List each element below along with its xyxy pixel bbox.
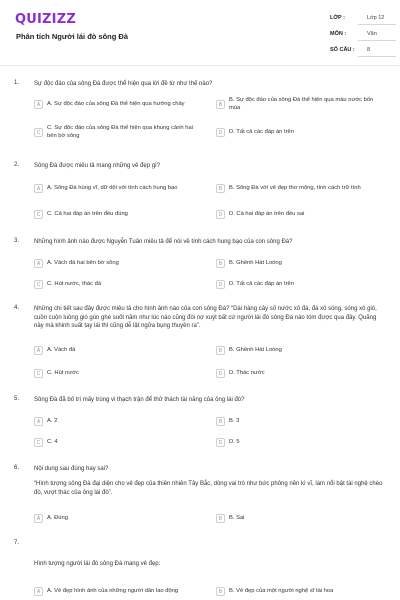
option-text: C. Cả hai đáp án trên đều đúng [47, 210, 128, 217]
option-b[interactable] [216, 96, 386, 113]
count-label: SỐ CÂU : [330, 47, 355, 53]
question-text: Những hình ảnh nào được Nguyễn Tuân miêu tả để nói về tính cách hung bạo của con sông Đà? [34, 239, 293, 245]
option-b[interactable] [216, 510, 386, 527]
option-text: C. Sự độc đáo của sông Đà thể hiện qua khung cảnh hai bên bờ sông [47, 125, 194, 139]
option-badge: D [216, 128, 225, 137]
option-text: A. 2 [47, 417, 58, 424]
option-a[interactable] [34, 180, 204, 197]
count-underline [358, 56, 396, 57]
question-text: Hình tượng người lái đò sông Đà mang vẻ đẹp: [34, 561, 161, 567]
option-d[interactable] [216, 276, 386, 293]
question-statement: “Hình tượng sông Đà đại diện cho vẻ đẹp của thiên nhiên Tây Bắc, dòng vai trò như bức phông nền kì vĩ, làm nổi bật tài nghệ chèo đò, vượt thác của ông lái đò”. [34, 481, 383, 496]
option-text: A. Sự độc đáo của sông Đà thể hiện qua hướng chảy [47, 100, 185, 107]
option-a[interactable] [34, 413, 204, 430]
option-a[interactable] [34, 583, 204, 600]
option-badge: A [34, 259, 43, 268]
option-a[interactable] [34, 342, 204, 359]
option-c[interactable] [34, 365, 204, 382]
option-text: B. Vẻ đẹp của một người nghệ sĩ tài hoa [229, 587, 334, 594]
option-badge: B [216, 417, 225, 426]
option-text: D. Thác nước [229, 369, 265, 376]
subject-underline [358, 40, 396, 41]
option-b[interactable] [216, 342, 386, 359]
option-text: B. Ghềnh Hát Loóng [229, 259, 282, 266]
grade-value: Lớp 12 [367, 15, 385, 21]
question-text: Sự độc đáo của sông Đà được thể hiện qua lời đề từ như thế nào? [34, 81, 213, 87]
option-text: B. Ghềnh Hát Loóng [229, 346, 282, 353]
question-number: 1. [14, 80, 20, 86]
option-d[interactable] [216, 124, 386, 141]
option-d[interactable] [216, 365, 386, 382]
option-badge: B [216, 587, 225, 596]
option-b[interactable] [216, 413, 386, 430]
option-c[interactable] [34, 276, 204, 293]
question-number: 2. [14, 162, 20, 168]
option-badge: B [216, 259, 225, 268]
subject-label: MÔN : [330, 31, 347, 37]
option-badge: D [216, 369, 225, 378]
question-number: 5. [14, 396, 20, 402]
option-c[interactable] [34, 434, 204, 451]
option-d[interactable] [216, 434, 386, 451]
worksheet-header [0, 0, 400, 66]
question-text: Sông Đà được miêu tả mang những vẻ đẹp gì? [34, 163, 161, 169]
option-text: D. Tất cả các đáp án trên [229, 280, 294, 287]
option-badge: B [216, 346, 225, 355]
question-text: Sông Đà đã bố trí mấy trùng vi thạch trận để thử thách tài năng của ông lái đò? [34, 397, 245, 403]
option-b[interactable] [216, 255, 386, 272]
option-text: B. 3 [229, 417, 240, 424]
grade-label: LỚP : [330, 15, 345, 21]
option-b[interactable] [216, 583, 386, 600]
option-badge: D [216, 280, 225, 289]
option-text: B. Sự độc đáo của sông Đà thể hiện qua màu nước bốn mùa [229, 97, 374, 111]
option-text: C. 4 [47, 438, 58, 445]
option-badge: A [34, 514, 43, 523]
question-number: 6. [14, 465, 20, 471]
option-d[interactable] [216, 206, 386, 223]
option-badge: A [34, 417, 43, 426]
option-text: B. Sông Đà với vẻ đẹp thơ mộng, tính cách trữ tình [229, 184, 361, 191]
option-c[interactable] [34, 206, 204, 223]
option-a[interactable] [34, 510, 204, 527]
option-text: A. Đúng [47, 514, 68, 521]
option-c[interactable] [34, 124, 204, 141]
question-number: 7. [14, 540, 20, 546]
option-b[interactable] [216, 180, 386, 197]
option-badge: B [216, 100, 225, 109]
option-text: A. Vách đá hai bên bờ sông [47, 259, 119, 266]
option-badge: D [216, 438, 225, 447]
option-badge: A [34, 346, 43, 355]
option-badge: B [216, 184, 225, 193]
quizizz-logo: QUIZIZZ [15, 12, 76, 27]
question-text: Nội dung sau đúng hay sai? [34, 466, 109, 472]
option-text: D. 5 [229, 438, 240, 445]
option-badge: A [34, 184, 43, 193]
option-text: C. Hút nước [47, 369, 79, 376]
question-number: 4. [14, 305, 20, 311]
option-badge: D [216, 210, 225, 219]
option-badge: C [34, 438, 43, 447]
option-text: C. Hút nước, thác đá [47, 280, 102, 287]
option-text: D. Tất cả các đáp án trên [229, 128, 294, 135]
option-badge: C [34, 369, 43, 378]
count-value: 8 [367, 47, 371, 53]
option-a[interactable] [34, 96, 204, 113]
option-text: A. Sông Đà hùng vĩ, dữ dội với tính cách hung bạo [47, 184, 178, 191]
option-badge: C [34, 210, 43, 219]
option-text: D. Cả hai đáp án trên đều sai [229, 210, 305, 217]
question-text: Những chi tiết sau đây được miêu tả cho hình ảnh nào của con sông Đà? “Dài hàng cây số nước xô đá, đá xô sóng, sóng xô gió, cuồn cuộn luồng gió gùn ghè suốt năm như lúc nào cũng đòi nợ xuýt bất cứ người lái đò sông Đà nào tóm được qua đây. Quãng này mà khinh suất tay lái thì cũng dễ lật ngửa bụng thuyền ra”. [34, 306, 377, 329]
option-text: B. Sai [229, 514, 245, 521]
grade-underline [358, 24, 396, 25]
option-a[interactable] [34, 255, 204, 272]
option-text: A. Vẻ đẹp hình ảnh của những người dân lao động [47, 587, 179, 594]
option-badge: A [34, 587, 43, 596]
option-badge: C [34, 280, 43, 289]
option-badge: A [34, 100, 43, 109]
question-number: 3. [14, 238, 20, 244]
option-badge: B [216, 514, 225, 523]
option-badge: C [34, 128, 43, 137]
option-text: A. Vách đá [47, 346, 76, 353]
subject-value: Văn [367, 31, 377, 37]
page-title: Phân tích Người lái đò sông Đà [16, 32, 129, 41]
